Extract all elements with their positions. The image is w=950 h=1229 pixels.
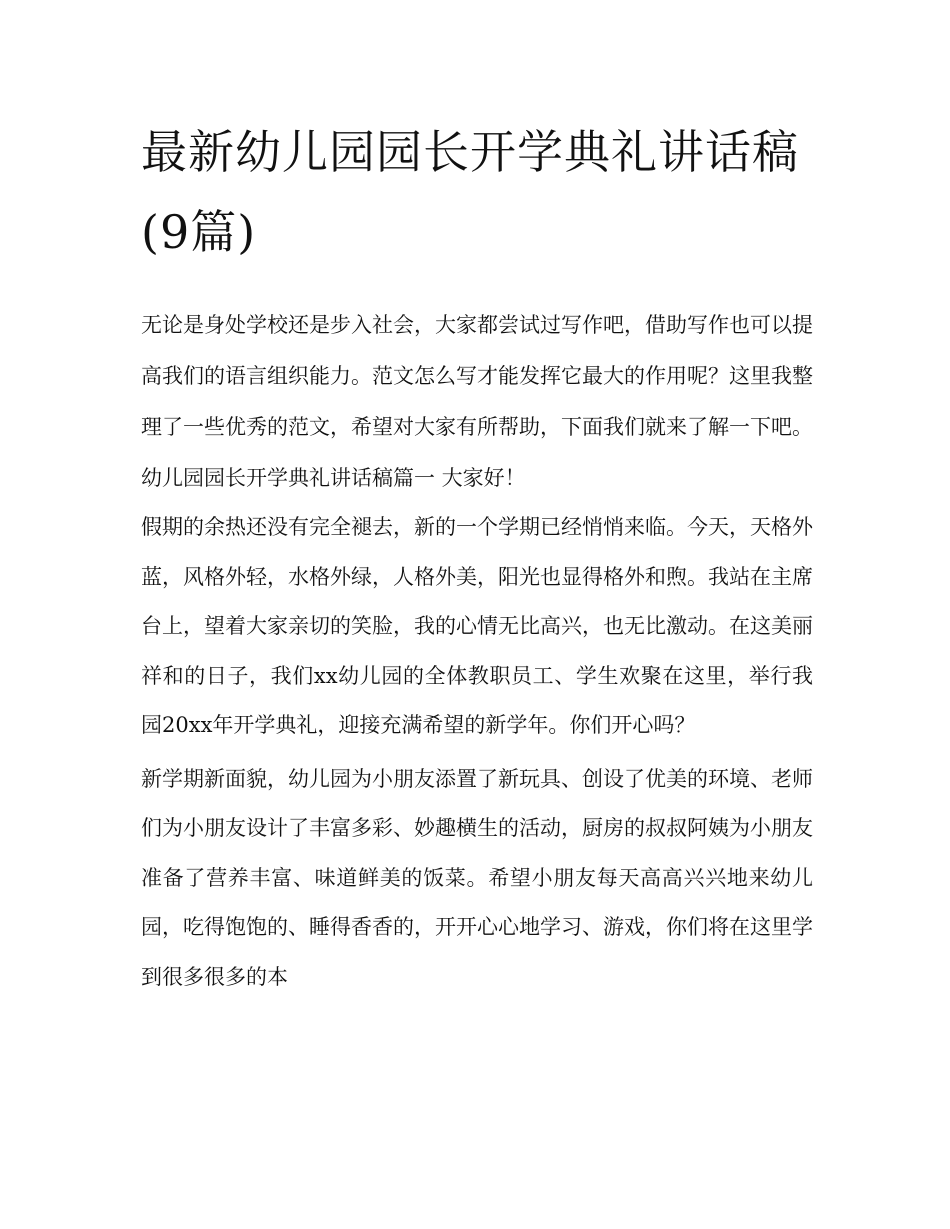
body-paragraph: 假期的余热还没有完全褪去，新的一个学期已经悄悄来临。今天，天格外蓝，风格外轻，水格外绿，人格外美，阳光也显得格外和煦。我站在主席台上，望着大家亲切的笑脸，我的心情无比高兴，也无比激动。在这美丽祥和的日子，我们xx幼儿园的全体教职员工、学生欢聚在这里，举行我园20xx年开学典礼，迎接充满希望的新学年。你们开心吗？ xyxy=(141,515,813,737)
intro-paragraph: 无论是身处学校还是步入社会，大家都尝试过写作吧，借助写作也可以提高我们的语言组织能力。范文怎么写才能发挥它最大的作用呢？这里我整理了一些优秀的范文，希望对大家有所帮助，下面我们就来了解一下吧。 xyxy=(141,313,813,439)
body-paragraph: 新学期新面貌，幼儿园为小朋友添置了新玩具、创设了优美的环境、老师们为小朋友设计了丰富多彩、妙趣横生的活动，厨房的叔叔阿姨为小朋友准备了营养丰富、味道鲜美的饭菜。希望小朋友每天高高兴兴地来幼儿园，吃得饱饱的、睡得香香的，开开心心地学习、游戏，你们将在这里学到很多很多的本 xyxy=(141,766,813,989)
document-title: 最新幼儿园园长开学典礼讲话稿(9篇) xyxy=(141,125,799,259)
section-heading: 幼儿园园长开学典礼讲话稿篇一 大家好！ xyxy=(141,466,526,490)
document-page xyxy=(141,112,813,1002)
